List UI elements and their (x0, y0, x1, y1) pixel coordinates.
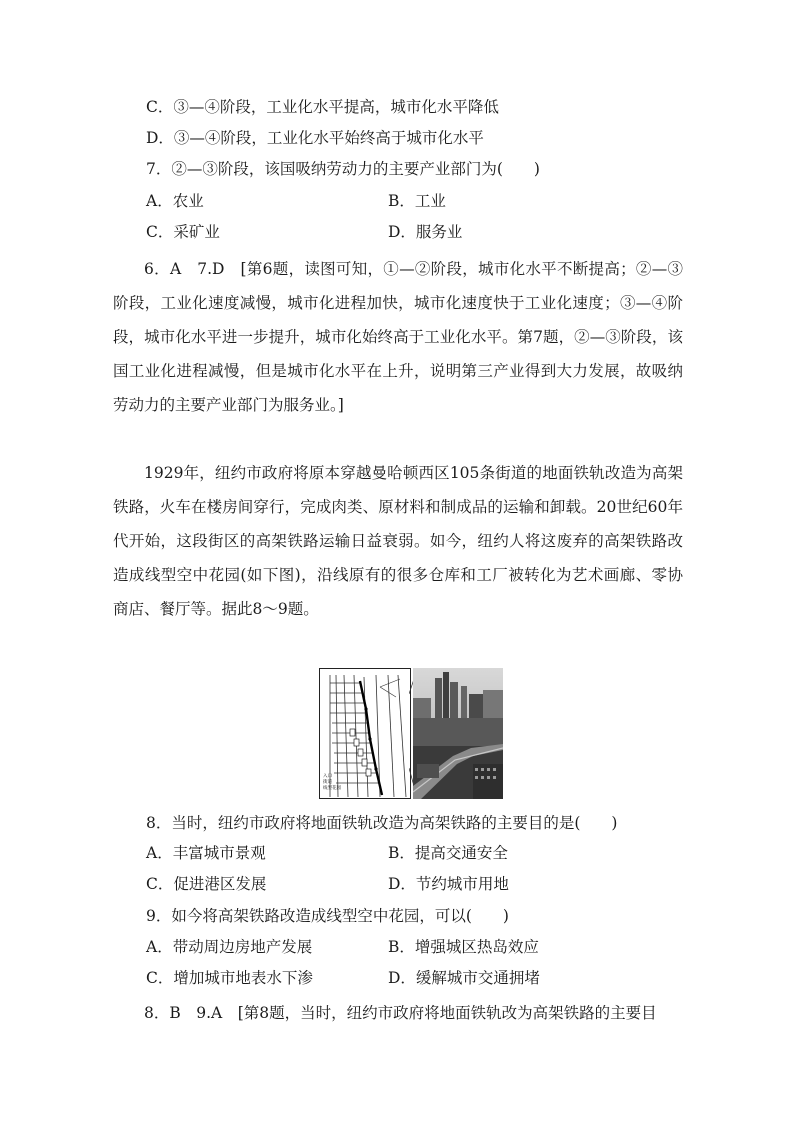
q7-stem: 7．②—③阶段，该国吸纳劳动力的主要产业部门为( ) (146, 160, 540, 178)
q7-option-a: A．农业 (146, 192, 204, 210)
high-line-map (319, 668, 411, 799)
passage: 1929年，纽约市政府将原本穿越曼哈顿西区105条街道的地面铁轨改造为高架铁路，火车在楼房间穿行，完成肉类、原材料和制成品的运输和卸载。20世纪60年代开始，这段街区的高架铁路运输日益衰弱。如今，纽约人将这废弃的高架铁路改造成线型空中花园(如下图)，沿线原有的很多仓库和工厂被转化为艺术画廊、零协商店、餐厅等。据此8～9题。 (113, 464, 683, 618)
q9-stem: 9．如今将高架铁路改造成线型空中花园，可以( ) (146, 907, 509, 925)
q8-stem: 8．当时，纽约市政府将地面铁轨改造为高架铁路的主要目的是( ) (146, 814, 618, 832)
legend-linear-park: 线型花园 (323, 786, 341, 791)
q9-option-b: B．增强城区热岛效应 (388, 938, 539, 956)
q8-option-b: B．提高交通安全 (388, 844, 508, 862)
q8-option-a: A．丰富城市景观 (146, 844, 266, 862)
q8-option-d: D．节约城市用地 (388, 875, 509, 893)
map-legend (323, 774, 341, 792)
answer-6-7: 6．A 7.D [第6题，读图可知，①—②阶段，城市化水平不断提高；②—③阶段，工业化速度减慢，城市化进程加快，城市化速度快于工业化速度；③—④阶段，城市化水平进一步提升，城市化始终高于工业化水平。第7题，②—③阶段，该国工业化进程减慢，但是城市化水平在上升，说明第三产业得到大力发展，故吸纳劳动力的主要产业部门为服务业。] (113, 260, 683, 414)
q8-option-c: C．促进港区发展 (146, 875, 267, 893)
q7-option-d: D．服务业 (388, 223, 463, 241)
q6-option-c: C．③—④阶段，工业化水平提高，城市化水平降低 (146, 98, 499, 116)
high-line-photo (413, 668, 503, 799)
q9-option-c: C．增加城市地表水下渗 (146, 969, 313, 987)
high-line-figure (319, 668, 503, 799)
q6-option-d: D．③—④阶段，工业化水平始终高于城市化水平 (146, 129, 484, 147)
photo-drawing (413, 668, 503, 799)
q7-option-c: C．采矿业 (146, 223, 220, 241)
answer-8-9: 8．B 9.A [第8题，当时，纽约市政府将地面铁轨改为高架铁路的主要目 (144, 1004, 657, 1022)
legend-street: 街道 (323, 780, 332, 785)
q9-option-a: A．带动周边房地产发展 (146, 938, 313, 956)
q7-option-b: B．工业 (388, 192, 446, 210)
legend-entrance: 入口 (323, 774, 332, 779)
q9-option-d: D．缓解城市交通拥堵 (388, 969, 540, 987)
